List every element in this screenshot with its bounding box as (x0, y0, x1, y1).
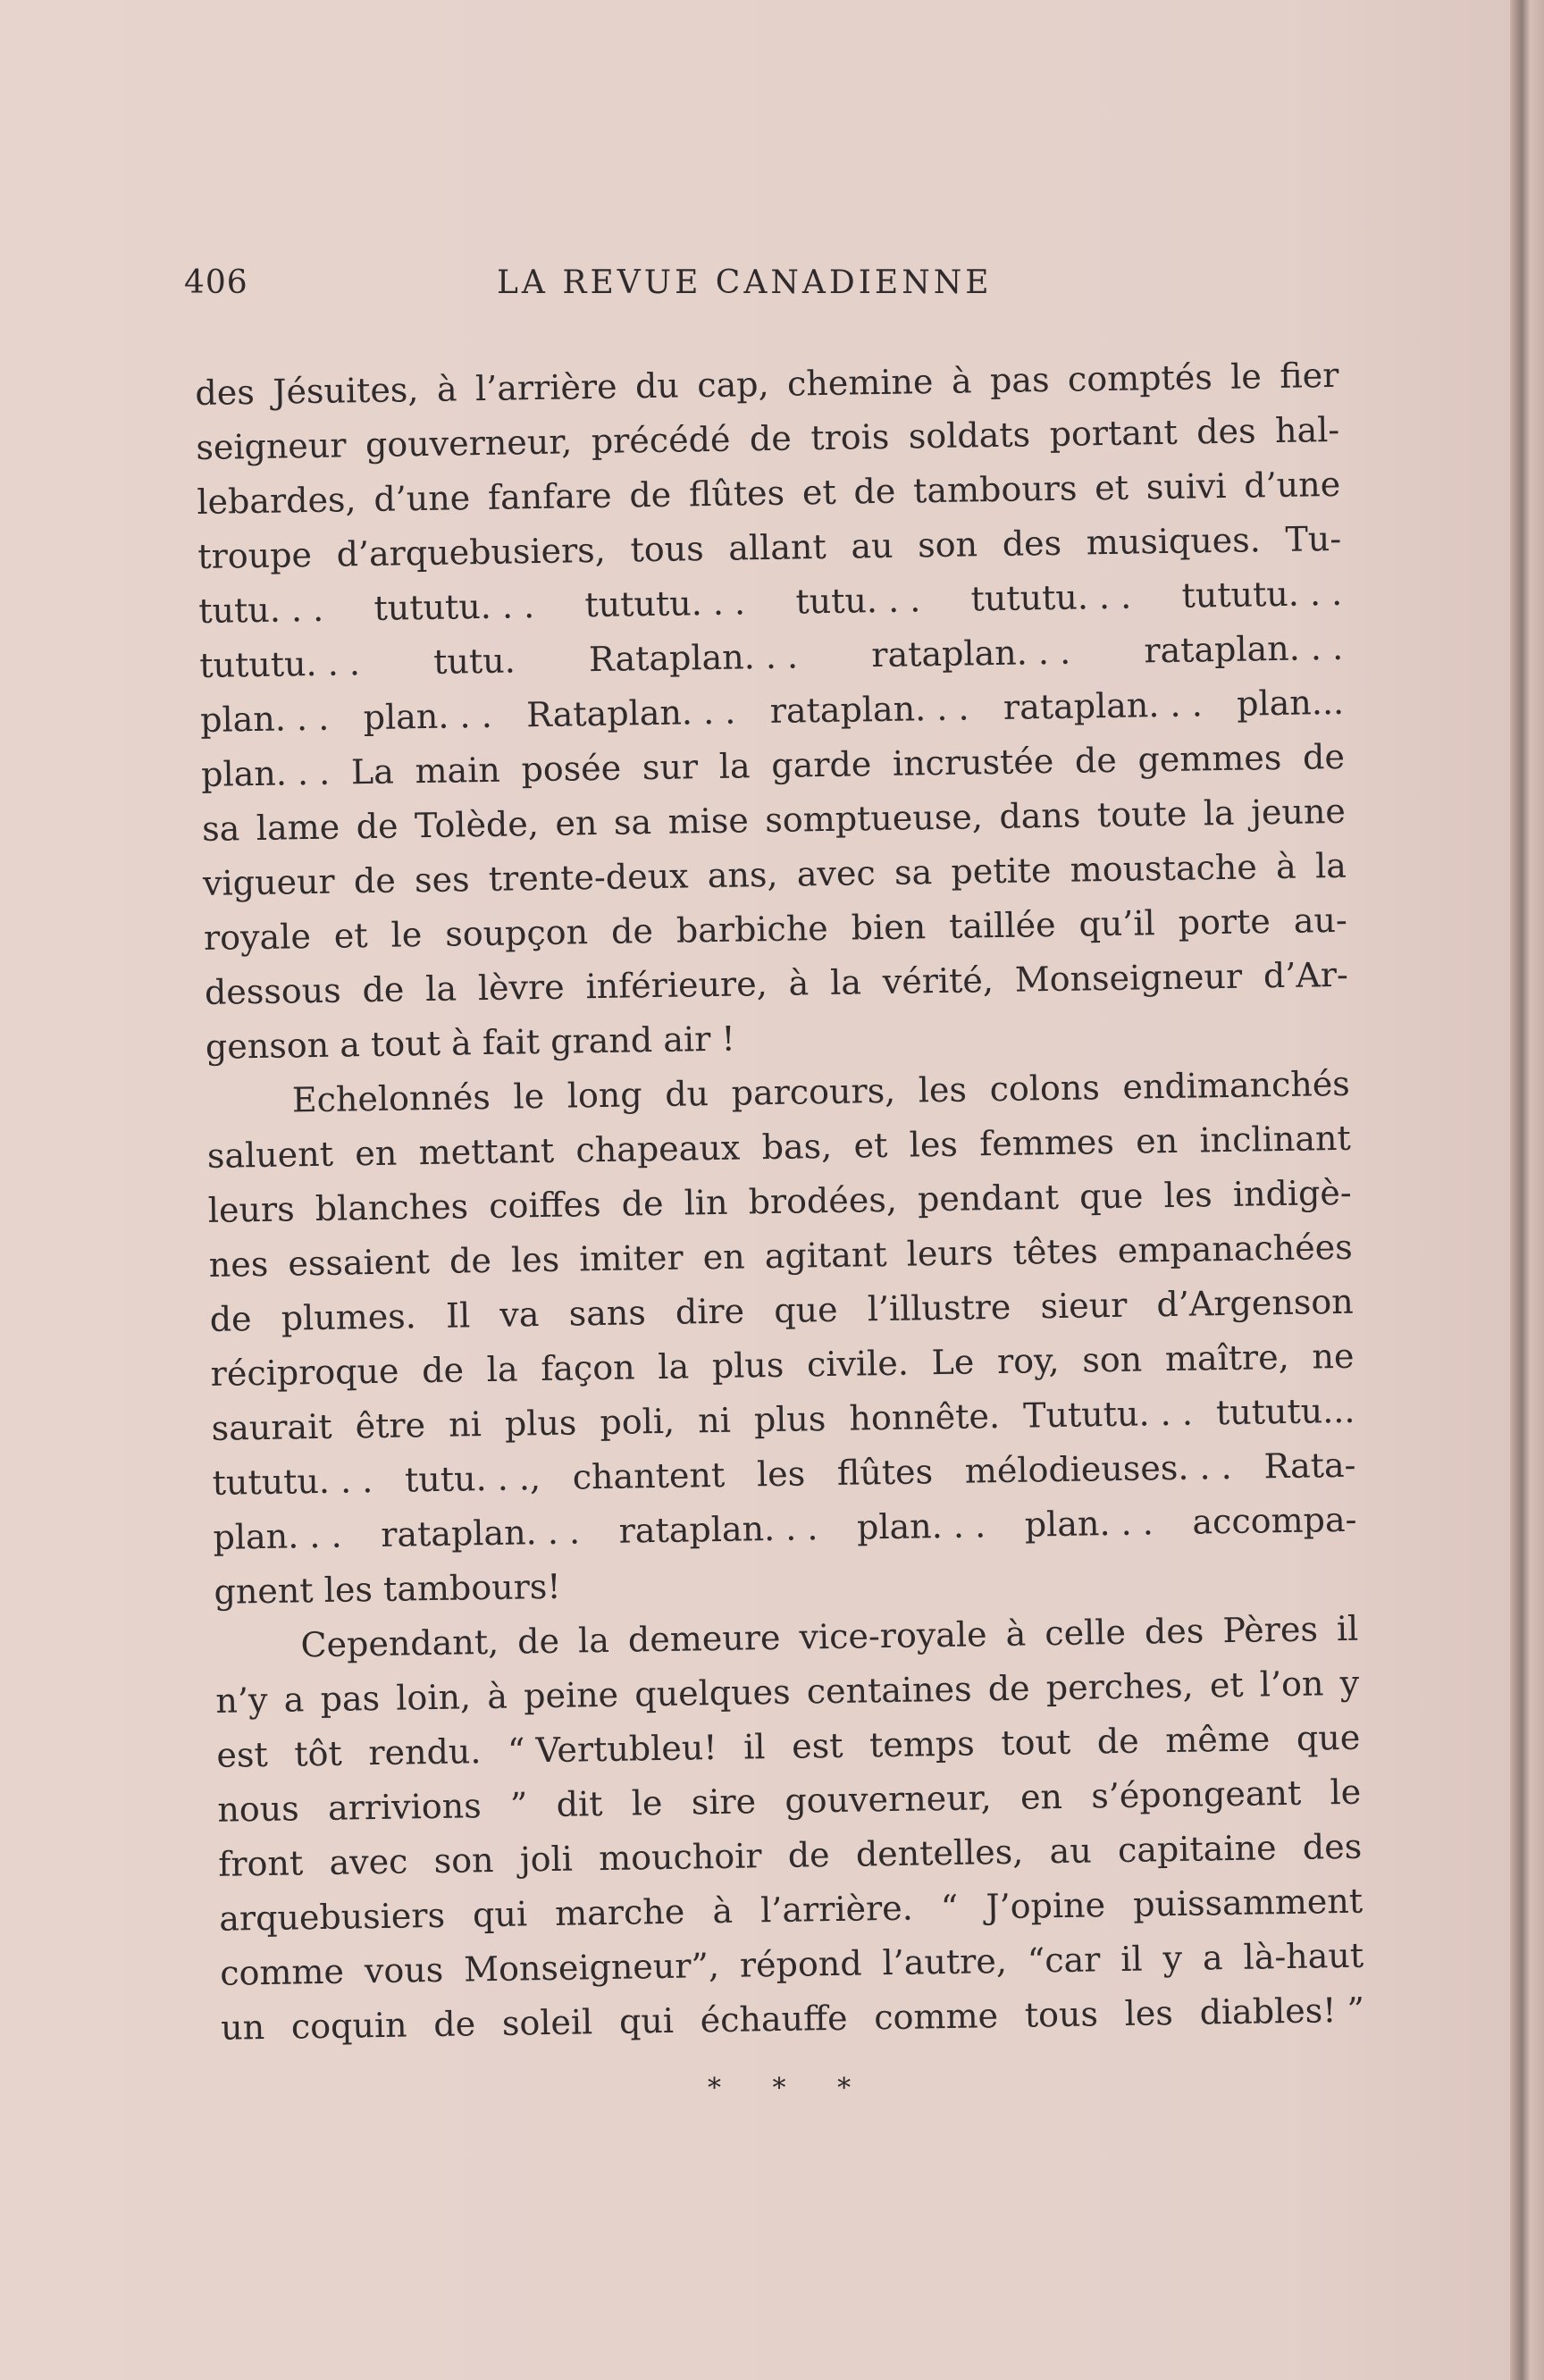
word: tout (370, 1023, 441, 1064)
word: soupçon (444, 912, 589, 954)
word: plan. . . (363, 695, 493, 738)
word: plan. . . (1024, 1503, 1154, 1545)
word: et (801, 472, 837, 513)
word: Pères (1222, 1609, 1319, 1651)
word: dit (556, 1784, 603, 1824)
word: la (1203, 792, 1235, 834)
word: gnent (214, 1571, 314, 1612)
word: dessous (204, 970, 342, 1012)
word: précédé (591, 419, 731, 462)
word: du (634, 365, 680, 406)
word: la (718, 746, 751, 786)
word: un (220, 2007, 265, 2048)
word: tututu. . . (373, 586, 535, 628)
word: de (209, 1299, 252, 1339)
word: à (788, 963, 810, 1003)
word: tututu. . . (970, 576, 1132, 619)
word: saurait (211, 1406, 332, 1448)
word: tututu. . . (1181, 573, 1343, 616)
word: imiter (578, 1237, 684, 1279)
word: royale (203, 917, 312, 958)
word: sa (201, 809, 240, 849)
word: endimanchés (1122, 1063, 1351, 1107)
word: Tu- (1285, 518, 1342, 559)
page-header (184, 264, 1346, 318)
word: Rataplan. . . (525, 691, 736, 735)
word: sa (894, 852, 933, 892)
word: a (283, 1680, 305, 1720)
word: roy, (996, 1340, 1060, 1382)
word: front (217, 1843, 304, 1884)
word: tambours! (382, 1566, 561, 1609)
word: loin, (395, 1677, 472, 1718)
word: de (362, 969, 405, 1010)
word: à (951, 361, 972, 401)
word: nes (208, 1244, 269, 1285)
word: des (1002, 523, 1062, 564)
word: d’une (373, 478, 471, 519)
word: tutu. . . (795, 580, 921, 622)
word: s’épongeant (1090, 1772, 1302, 1816)
word: de (610, 911, 654, 951)
word: nous (217, 1789, 300, 1830)
word: suivi (1145, 465, 1227, 507)
word: soleil (501, 2002, 593, 2043)
word: sa (613, 802, 652, 842)
word: son (1081, 1339, 1143, 1380)
word: son (433, 1839, 494, 1881)
word: plumes. (281, 1296, 417, 1338)
word: du (664, 1074, 709, 1114)
word: sieur (1040, 1285, 1128, 1327)
word: son (917, 524, 978, 566)
word: tututu. . . (198, 643, 361, 685)
word: temps (868, 1723, 975, 1765)
word: être (355, 1405, 426, 1446)
word: Tolède, (414, 804, 540, 846)
word: centaines (806, 1669, 972, 1712)
word: la (829, 962, 862, 1002)
word: tutu. . ., (404, 1458, 541, 1500)
word: d’Ar- (1263, 954, 1349, 996)
word: l’on (1259, 1663, 1324, 1705)
word: en (1135, 1120, 1179, 1161)
word: est (216, 1734, 269, 1775)
word: de (987, 1668, 1030, 1709)
word: y (1162, 1938, 1183, 1979)
word: des (1302, 1826, 1363, 1867)
word: blanches (315, 1186, 469, 1228)
word: puissamment (1132, 1881, 1364, 1924)
word: sur (642, 747, 699, 788)
word: les (323, 1570, 373, 1610)
word: rataplan. . . (871, 632, 1071, 675)
word: de (629, 474, 672, 515)
word: saluent (206, 1134, 334, 1176)
word: Jésuites, (272, 370, 419, 412)
word: ! (721, 1018, 736, 1059)
word: façon (540, 1347, 635, 1389)
word: de (1302, 736, 1346, 777)
word: de (516, 1621, 560, 1662)
word: tututu. . . (584, 582, 746, 625)
word: ne (1312, 1336, 1355, 1377)
word: gouverneur, (365, 422, 573, 465)
word: plan. . . (213, 1515, 342, 1557)
word: “ (940, 1887, 959, 1928)
word: de (421, 1350, 465, 1391)
word: plan. . . (856, 1505, 986, 1547)
word: arrivions (327, 1786, 482, 1828)
word: les (1163, 1175, 1213, 1216)
word: de (853, 471, 896, 512)
word: allant (727, 526, 827, 568)
word: tutu. . . (197, 589, 324, 631)
word: que (773, 1289, 838, 1330)
word: chemine (786, 362, 934, 404)
word: le (1330, 1772, 1362, 1813)
word: tout (1000, 1722, 1071, 1764)
word: de (1096, 1721, 1139, 1762)
word: le (513, 1076, 545, 1117)
word: à (1005, 1613, 1027, 1654)
word: agitant (764, 1234, 887, 1277)
word: diables! ” (1199, 1990, 1365, 2032)
word: Echelonnés (291, 1077, 491, 1120)
word: tututu. . . (212, 1461, 373, 1503)
word: là-haut (1243, 1935, 1364, 1977)
word: plan... (1236, 682, 1345, 724)
word: joli (519, 1839, 574, 1880)
word: poli, (600, 1401, 676, 1443)
word: lèvre (477, 967, 566, 1009)
word: l’autre, (882, 1940, 1008, 1983)
word: vigueur (202, 861, 335, 903)
word: ni (697, 1400, 732, 1441)
word: tous (1024, 1994, 1099, 2035)
word: Rataplan. . . (588, 636, 799, 680)
word: y (1339, 1663, 1360, 1704)
word: coquin (290, 2005, 407, 2047)
word: tutu. (432, 641, 516, 682)
word: en (1020, 1776, 1063, 1817)
word: sans (568, 1293, 647, 1334)
word: comptés (1067, 357, 1213, 399)
word: hal- (1274, 409, 1340, 451)
word: de (432, 2004, 476, 2045)
word: brodées, (748, 1179, 898, 1222)
word: dire (675, 1291, 745, 1332)
word: J’opine (986, 1885, 1106, 1927)
word: la (577, 1620, 610, 1661)
word: de (787, 1835, 830, 1875)
word: et (333, 916, 368, 956)
word: à (436, 369, 457, 409)
word: vous (364, 1949, 444, 1991)
word: flûtes (688, 473, 785, 515)
word: ans, (707, 854, 778, 896)
word: leurs (906, 1233, 994, 1274)
word: accompa- (1192, 1499, 1357, 1542)
word: les (918, 1069, 968, 1110)
word: chapeaux (575, 1127, 741, 1170)
word: au (851, 525, 894, 566)
word: pas (989, 359, 1050, 401)
word: perches, (1045, 1665, 1194, 1708)
word: il (1336, 1608, 1359, 1649)
word: les (510, 1239, 560, 1280)
word: de (749, 418, 793, 459)
word: bien (851, 907, 927, 948)
word: gemmes (1137, 737, 1282, 780)
word: ses (414, 859, 470, 901)
word: dans (999, 795, 1081, 836)
word: lin (684, 1182, 728, 1223)
word: troupe (197, 534, 313, 576)
word: qui (472, 1894, 528, 1935)
word: soldats (908, 415, 1031, 457)
word: Tututu. . . (1022, 1393, 1194, 1436)
word: même (1164, 1719, 1271, 1761)
word: dentelles, (855, 1831, 1024, 1874)
word: le (390, 915, 423, 955)
word: inclinant (1199, 1118, 1351, 1161)
word: main (415, 750, 501, 792)
word: les (1124, 1993, 1174, 2033)
word: en (555, 802, 598, 843)
word: et (853, 1125, 888, 1166)
word: colons (989, 1068, 1101, 1110)
word: vice-royale (799, 1614, 987, 1657)
word: tôt (293, 1733, 343, 1774)
word: capitaine (1117, 1828, 1277, 1870)
word: pendant (917, 1177, 1060, 1219)
word: à (1275, 846, 1297, 887)
word: ” (509, 1785, 528, 1825)
word: peine (523, 1674, 619, 1716)
word: trois (810, 416, 890, 458)
word: échauffe (700, 1998, 848, 2041)
word: musiques. (1086, 520, 1262, 563)
word: têtes (1012, 1231, 1098, 1272)
word: indigè- (1232, 1172, 1352, 1214)
word: pas (320, 1678, 381, 1719)
word: il (743, 1727, 766, 1767)
word: leurs (207, 1189, 295, 1230)
word: marche (554, 1891, 685, 1933)
word: que (1078, 1176, 1144, 1217)
word: coiffes (488, 1184, 601, 1226)
word: celle (1044, 1612, 1127, 1654)
word: fanfare (487, 475, 612, 517)
word: de (353, 860, 397, 901)
word: “ Vertubleu! (507, 1728, 717, 1771)
word: en (702, 1236, 745, 1278)
word: trente-deux (488, 856, 689, 899)
word: ni (448, 1404, 482, 1445)
word: le (631, 1782, 663, 1823)
word: à (450, 1023, 473, 1063)
word: les (909, 1124, 959, 1165)
word: plan. . . (200, 752, 331, 794)
word: de (1074, 740, 1118, 781)
word: lame (256, 807, 340, 848)
word: vérité, (882, 960, 994, 1001)
word: honnête. (849, 1395, 1001, 1438)
word: des (1196, 411, 1256, 452)
word: à (486, 1676, 508, 1717)
word: avec (796, 853, 877, 894)
word: quelques (634, 1672, 791, 1714)
word: toute (1096, 793, 1187, 835)
word: rataplan. . . (769, 688, 969, 731)
word: cap, (696, 364, 769, 406)
word: Cependant, (300, 1622, 499, 1665)
word: Rata- (1263, 1445, 1356, 1487)
word: qui (618, 2000, 675, 2041)
word: Il (445, 1295, 471, 1336)
word: rataplan. . . (1144, 627, 1344, 671)
word: qu’il (1078, 903, 1156, 944)
word: inférieure, (585, 964, 768, 1007)
word: avec (329, 1841, 408, 1882)
word: au- (1293, 900, 1348, 941)
word: d’une (1243, 464, 1341, 506)
word: arquebusiers (218, 1895, 446, 1939)
word: mise (667, 800, 750, 842)
word: barbiche (676, 908, 829, 951)
word: gouverneur, (785, 1778, 993, 1821)
word: comme (219, 1951, 345, 1993)
word: seigneur (196, 425, 347, 467)
word: mettant (418, 1130, 555, 1173)
word: la (1314, 845, 1347, 886)
word: des (1144, 1611, 1204, 1652)
word: a (1202, 1938, 1223, 1978)
word: tututu... (1215, 1390, 1355, 1433)
word: moustache (1070, 847, 1258, 890)
word: bas, (761, 1126, 833, 1168)
word: fier (1279, 355, 1339, 396)
word: et (1209, 1664, 1244, 1705)
word: au (1049, 1831, 1093, 1872)
word: maître, (1164, 1337, 1290, 1379)
word: flûtes (836, 1452, 934, 1493)
word: réciproque (210, 1351, 399, 1394)
word: est (791, 1725, 843, 1766)
word: taillée (948, 904, 1056, 946)
word: grand (550, 1020, 653, 1061)
word: “car (1027, 1940, 1101, 1981)
word: civile. (806, 1343, 910, 1385)
word: d’arquebusiers, (336, 530, 607, 574)
running-title: LA REVUE CANADIENNE (497, 264, 993, 301)
word: la (424, 968, 457, 1010)
word: rataplan. . . (1003, 684, 1204, 727)
word: va (499, 1295, 540, 1335)
page-edge (1510, 0, 1544, 2380)
word: de (449, 1240, 492, 1281)
word: chantent (572, 1454, 726, 1497)
word: il (1120, 1939, 1143, 1979)
word: n’y (215, 1680, 268, 1721)
word: la (486, 1349, 518, 1390)
word: en (354, 1133, 398, 1174)
page-number: 406 (184, 264, 248, 301)
word: long (566, 1075, 642, 1116)
word: plan. . . (199, 698, 330, 740)
word: rataplan. . . (380, 1512, 581, 1555)
word: d’Argenson (1156, 1281, 1354, 1325)
word: mouchoir (598, 1836, 762, 1879)
word: essaient (288, 1241, 431, 1284)
word: Monseigneur (1014, 956, 1243, 1000)
word: portant (1049, 412, 1179, 454)
body-text (195, 348, 1365, 2056)
word: incrustée (892, 741, 1054, 784)
word: l’arrière. (759, 1888, 914, 1931)
word: empanachées (1117, 1227, 1353, 1270)
word: à (712, 1890, 734, 1932)
word: rendu. (368, 1731, 482, 1773)
word: tous (630, 529, 704, 570)
word: que (1296, 1717, 1361, 1758)
word: Monseigneur”, (463, 1946, 720, 1990)
word: l’arrière (474, 366, 617, 409)
word: mélodieuses. . . (964, 1446, 1233, 1491)
word: somptueuse, (764, 797, 984, 841)
word: lebardes, (197, 480, 357, 522)
word: des (195, 372, 256, 413)
word: répond (739, 1943, 862, 1985)
word: plus (711, 1345, 785, 1387)
word: plus (753, 1399, 827, 1440)
word: petite (951, 851, 1052, 892)
word: Le (931, 1342, 975, 1383)
word: plus (504, 1403, 577, 1444)
word: de (356, 806, 399, 847)
word: a (339, 1025, 361, 1065)
word: genson (205, 1025, 330, 1067)
word: sire (691, 1781, 757, 1823)
section-separator: * * * (708, 2073, 873, 2104)
word: le (1229, 356, 1263, 397)
word: les (756, 1454, 806, 1495)
word: La (350, 751, 395, 792)
word: tambours (912, 468, 1078, 511)
word: comme (873, 1996, 999, 2038)
word: garde (770, 744, 872, 785)
word: rataplan. . . (618, 1508, 818, 1551)
word: jeune (1250, 791, 1347, 833)
word: l’illustre (867, 1286, 1011, 1329)
word: air (662, 1019, 711, 1060)
word: et (1094, 467, 1129, 508)
word: demeure (627, 1617, 781, 1660)
word: la (657, 1346, 690, 1387)
word: fait (482, 1022, 541, 1063)
word: de (621, 1183, 664, 1224)
word: parcours, (731, 1070, 896, 1113)
word: femmes (978, 1121, 1115, 1164)
word: porte (1178, 901, 1271, 943)
word: posée (521, 748, 622, 790)
